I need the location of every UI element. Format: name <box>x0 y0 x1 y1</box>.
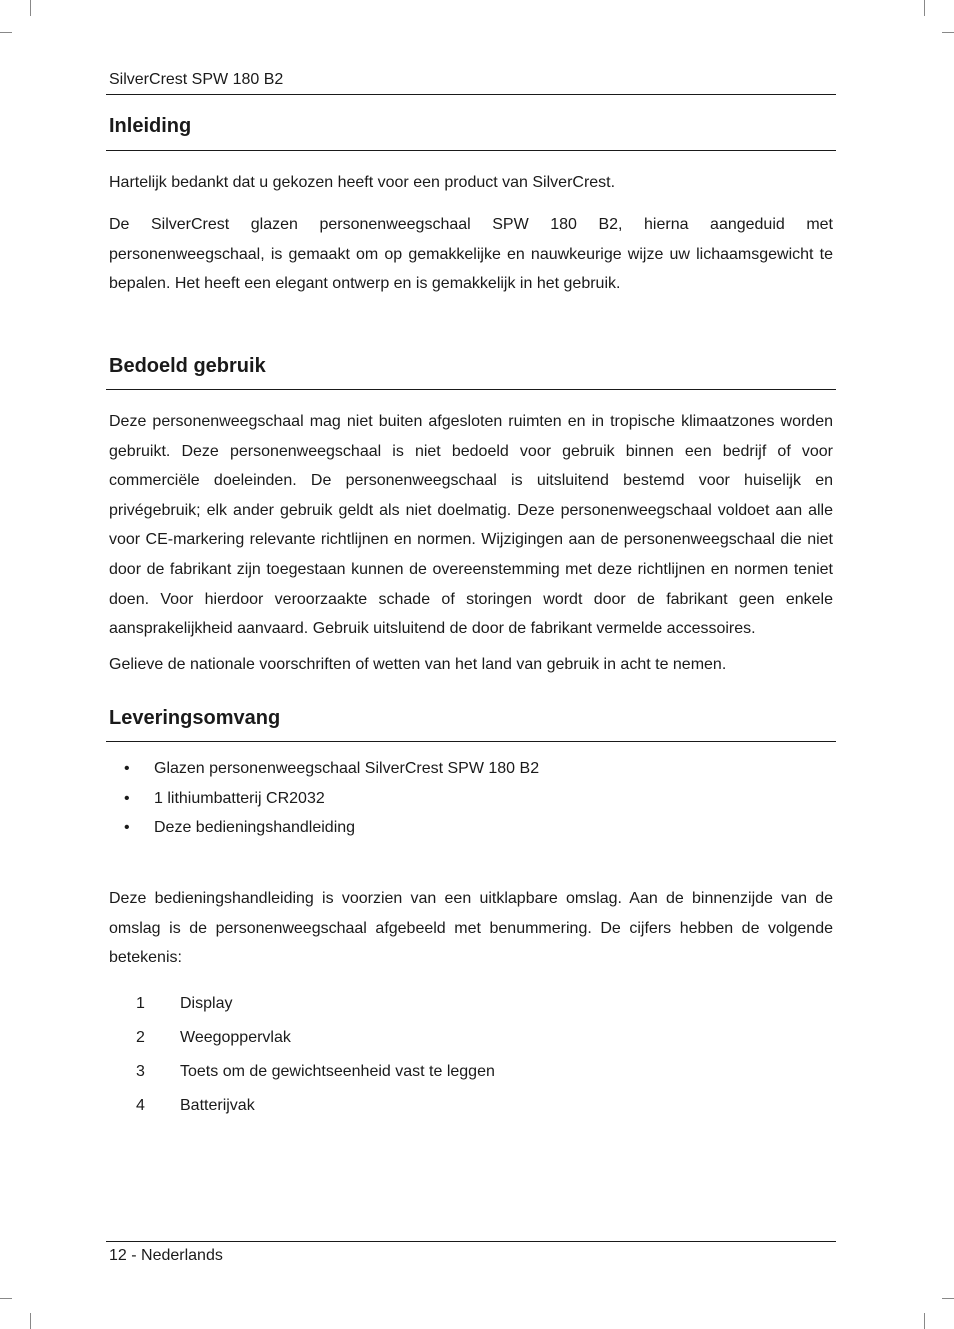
list-item <box>109 1021 495 1055</box>
part-label: Display <box>180 995 233 1012</box>
delivery-paragraph: Deze bedieningshandleiding is voorzien van een uitklapbare omslag. Aan de binnenzijde van de omslag is de personenweegschaal afgebeeld met benummering. De cijfers hebben de volgende betekenis: <box>109 890 833 967</box>
crop-mark <box>924 0 925 16</box>
section-heading-inleiding: Inleiding <box>109 115 192 137</box>
crop-mark <box>0 32 12 33</box>
intro-paragraph-1: Hartelijk bedankt dat u gekozen heeft voor een product van SilverCrest. <box>109 174 616 191</box>
part-number: 2 <box>136 1029 145 1046</box>
parts-list <box>109 987 495 1123</box>
header-rule <box>106 94 836 95</box>
section-rule <box>106 150 836 151</box>
part-label: Weegoppervlak <box>180 1029 291 1046</box>
section-heading-bedoeld-gebruik: Bedoeld gebruik <box>109 355 266 377</box>
crop-mark <box>30 1313 31 1329</box>
crop-mark <box>0 1298 12 1299</box>
list-item-label: 1 lithiumbatterij CR2032 <box>154 789 325 807</box>
section-rule <box>106 389 836 390</box>
bullet-icon: • <box>124 819 130 836</box>
list-item <box>109 754 539 784</box>
part-number: 4 <box>136 1097 145 1114</box>
list-item <box>109 987 495 1021</box>
list-item <box>109 1055 495 1089</box>
part-number: 3 <box>136 1063 145 1080</box>
list-item <box>109 813 539 843</box>
intended-use-paragraph-2: Gelieve de nationale voorschriften of wetten van het land van gebruik in acht te nemen. <box>109 656 727 673</box>
crop-mark <box>942 32 954 33</box>
running-header: SilverCrest SPW 180 B2 <box>109 71 284 88</box>
section-heading-leveringsomvang: Leveringsomvang <box>109 707 281 729</box>
bullet-icon: • <box>124 760 130 777</box>
list-item-label: Glazen personenweegschaal SilverCrest SPW 180 B2 <box>154 760 540 777</box>
list-item-label: Deze bedieningshandleiding <box>154 819 356 836</box>
part-number: 1 <box>136 995 145 1012</box>
delivery-list <box>109 754 539 843</box>
page-footer: 12 - Nederlands <box>109 1247 223 1264</box>
list-item <box>109 784 539 814</box>
footer-rule <box>106 1241 836 1242</box>
part-label: Toets om de gewichtseenheid vast te leggen <box>180 1063 495 1080</box>
intended-use-paragraph-1: Deze personenweegschaal mag niet buiten afgesloten ruimten en in tropische klimaatzones worden gebruikt. Deze personenweegschaal is niet bedoeld voor gebruik binnen een bedrijf of voor commerciële doeleinden. De personenweegschaal is uitsluitend bestemd voor huiselijk en privégebruik; elk ander gebruik geldt als niet doelmatig. Deze personenweegschaal voldoet aan alle voor CE-markering relevante richtlijnen en normen. Wijzigingen aan de personenweegschaal die niet door de fabrikant zijn toegestaan kunnen de overeenstemming met deze richtlijnen en normen teniet doen. Voor hierdoor veroorzaakte schade of storingen wordt door de fabrikant geen enkele aansprakelijkheid aanvaard. Gebruik uitsluitend de door de fabrikant vermelde accessoires. <box>109 413 833 638</box>
crop-mark <box>924 1313 925 1329</box>
bullet-icon: • <box>124 789 130 807</box>
section-rule <box>106 741 836 742</box>
crop-mark <box>30 0 31 16</box>
list-item <box>109 1089 495 1123</box>
intro-paragraph-2: De SilverCrest glazen personenweegschaal SPW 180 B2, hierna aangeduid met personenweegschaal, is gemaakt om op gemakkelijke en nauwkeurige wijze uw lichaamsgewicht te bepalen. Het heeft een elegant ontwerp en is gemakkelijk in het gebruik. <box>109 216 833 293</box>
part-label: Batterijvak <box>180 1097 255 1114</box>
crop-mark <box>942 1298 954 1299</box>
